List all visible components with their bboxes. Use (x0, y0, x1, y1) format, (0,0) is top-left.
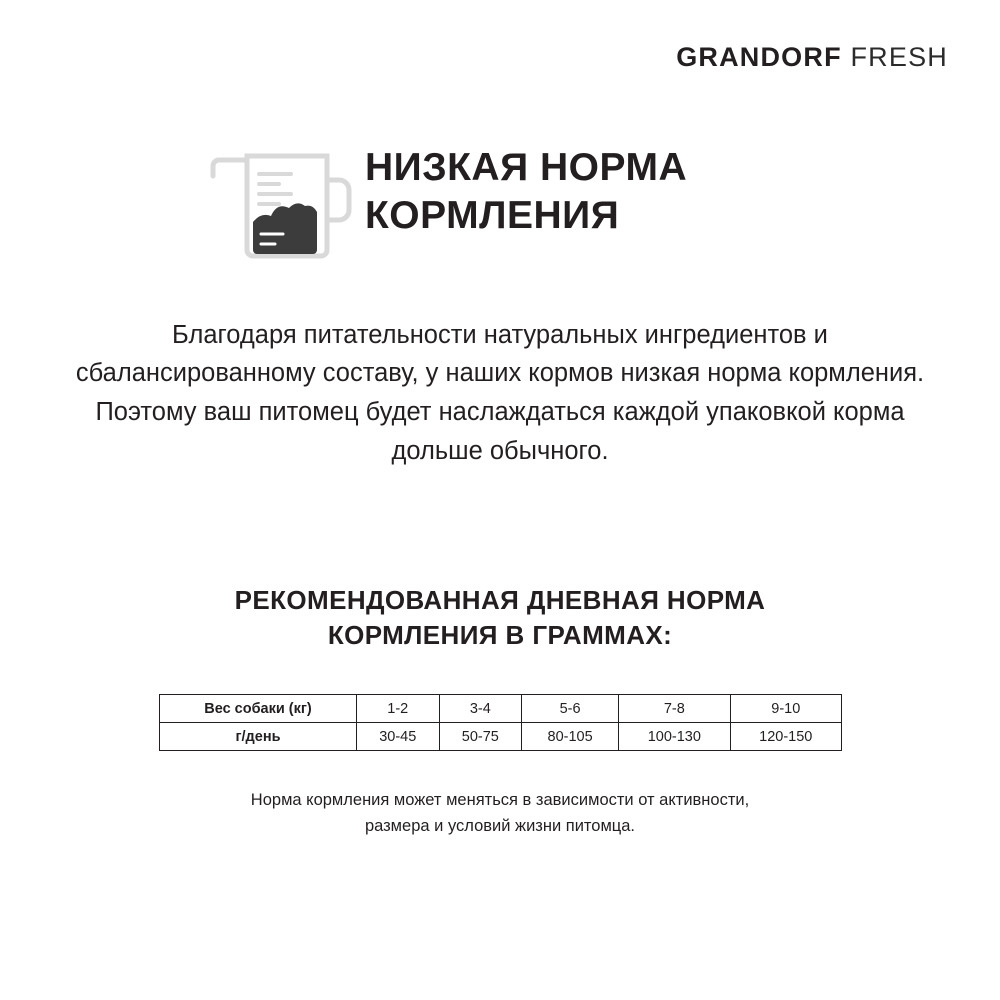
row-header-grams: г/день (160, 723, 357, 751)
table-cell: 100-130 (619, 723, 730, 751)
hero-heading-line-2: КОРМЛЕНИЯ (365, 194, 620, 238)
table-cell: 120-150 (730, 723, 841, 751)
feeding-norms-table (159, 694, 842, 751)
table-cell: 1-2 (357, 695, 440, 723)
table-cell: 7-8 (619, 695, 730, 723)
hero-heading-block (0, 130, 1000, 283)
feeding-table-wrapper (159, 694, 842, 751)
feeding-footnote-line-2: размера и условий жизни питомца. (364, 816, 636, 835)
table-cell: 9-10 (730, 695, 841, 723)
row-header-weight: Вес собаки (кг) (160, 695, 357, 723)
table-row (160, 695, 842, 723)
table-cell: 80-105 (522, 723, 619, 751)
feeding-table-heading-line-2: КОРМЛЕНИЯ В ГРАММАХ: (327, 619, 673, 650)
feeding-table-heading-line-1: РЕКОМЕНДОВАННАЯ ДНЕВНАЯ НОРМА (234, 585, 766, 615)
table-cell: 30-45 (357, 723, 440, 751)
table-cell: 3-4 (439, 695, 522, 723)
brand-logo (676, 42, 948, 73)
brand-name-primary: GRANDORF (676, 42, 842, 72)
hero-heading-line-1: НИЗКАЯ НОРМА (365, 146, 688, 189)
measuring-jug-icon (205, 138, 355, 283)
feeding-footnote-line-1: Норма кормления может меняться в зависимости от активности, (250, 791, 750, 809)
hero-heading (365, 130, 795, 241)
brand-name-secondary: FRESH (850, 42, 948, 72)
table-cell: 5-6 (522, 695, 619, 723)
table-row (160, 723, 842, 751)
table-cell: 50-75 (439, 723, 522, 751)
feeding-table-heading (100, 583, 900, 652)
feeding-footnote (150, 788, 850, 839)
intro-paragraph: Благодаря питательности натуральных ингредиентов и сбалансированному составу, у наших кормов низкая норма кормления. Поэтому ваш питомец будет наслаждаться каждой упаковкой корма дольше обычного. (75, 320, 925, 465)
